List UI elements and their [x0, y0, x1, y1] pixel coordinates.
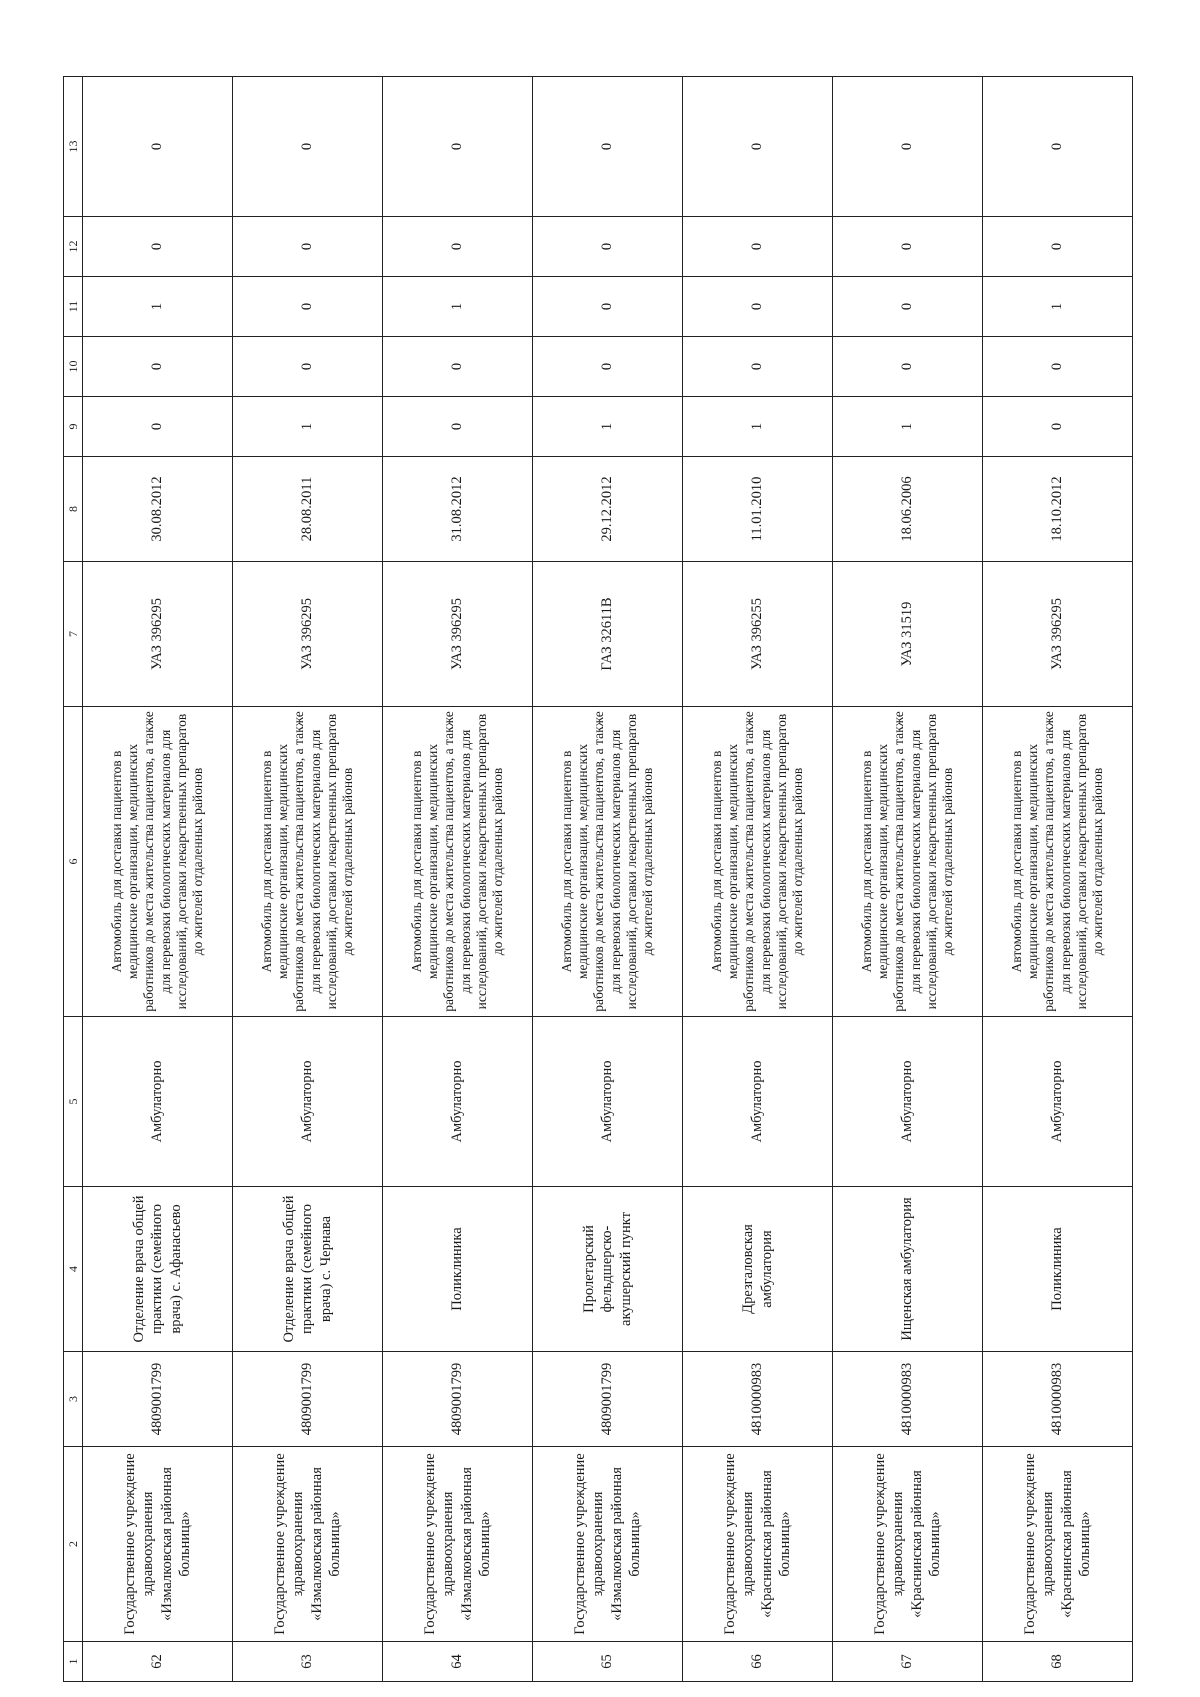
col-11-value: 1: [383, 277, 533, 337]
table-row: [833, 77, 983, 1682]
col-12-value: 0: [983, 217, 1133, 277]
subdivision: Поликлиника: [983, 1187, 1133, 1352]
row-number: 64: [383, 1642, 533, 1682]
column-number: 7: [64, 562, 83, 707]
column-number: 2: [64, 1447, 83, 1642]
col-10-value: 0: [533, 337, 683, 397]
inn: 4810000983: [983, 1352, 1133, 1447]
column-number: 6: [64, 707, 83, 1017]
inn: 4809001799: [233, 1352, 383, 1447]
table-row: [983, 77, 1133, 1682]
column-number: 12: [64, 217, 83, 277]
col-12-value: 0: [833, 217, 983, 277]
col-12-value: 0: [683, 217, 833, 277]
row-number: 65: [533, 1642, 683, 1682]
column-number-row: [64, 77, 83, 1682]
column-number: 5: [64, 1017, 83, 1187]
institution-name: Государственное учреждение здравоохранения «Измалковская районная больница»: [233, 1447, 383, 1642]
vehicle-purpose: Автомобиль для доставки пациентов в медицинские организации, медицинских работников до места жительства пациентов, а также для перевозки биологических материалов для исследований, доставки лекарственных препаратов до жителей отдаленных районов: [383, 707, 533, 1017]
col-11-value: 0: [533, 277, 683, 337]
vehicle-purpose: Автомобиль для доставки пациентов в медицинские организации, медицинских работников до места жительства пациентов, а также для перевозки биологических материалов для исследований, доставки лекарственных препаратов до жителей отдаленных районов: [683, 707, 833, 1017]
column-number: 13: [64, 77, 83, 217]
inn: 4810000983: [833, 1352, 983, 1447]
col-12-value: 0: [383, 217, 533, 277]
institution-name: Государственное учреждение здравоохранения «Измалковская районная больница»: [83, 1447, 233, 1642]
institution-name: Государственное учреждение здравоохранения «Измалковская районная больница»: [533, 1447, 683, 1642]
vehicle-purpose: Автомобиль для доставки пациентов в медицинские организации, медицинских работников до места жительства пациентов, а также для перевозки биологических материалов для исследований, доставки лекарственных препаратов до жителей отдаленных районов: [533, 707, 683, 1017]
row-number: 67: [833, 1642, 983, 1682]
care-type: Амбулаторно: [83, 1017, 233, 1187]
column-number: 1: [64, 1642, 83, 1682]
col-10-value: 0: [233, 337, 383, 397]
care-type: Амбулаторно: [383, 1017, 533, 1187]
subdivision: Отделение врача общей практики (семейного врача) с. Чернава: [233, 1187, 383, 1352]
col-9-value: 0: [983, 397, 1133, 457]
subdivision: Пролетарский фельдшерско-акушерский пункт: [533, 1187, 683, 1352]
registration-date: 30.08.2012: [83, 457, 233, 562]
col-9-value: 1: [833, 397, 983, 457]
table-row: [683, 77, 833, 1682]
care-type: Амбулаторно: [983, 1017, 1133, 1187]
vehicle-purpose: Автомобиль для доставки пациентов в медицинские организации, медицинских работников до места жительства пациентов, а также для перевозки биологических материалов для исследований, доставки лекарственных препаратов до жителей отдаленных районов: [233, 707, 383, 1017]
column-number: 8: [64, 457, 83, 562]
inn: 4809001799: [83, 1352, 233, 1447]
col-9-value: 0: [383, 397, 533, 457]
care-type: Амбулаторно: [533, 1017, 683, 1187]
vehicle-model: УАЗ 396295: [983, 562, 1133, 707]
col-10-value: 0: [983, 337, 1133, 397]
table-row: [383, 77, 533, 1682]
vehicle-model: УАЗ 396295: [383, 562, 533, 707]
registration-date: 11.01.2010: [683, 457, 833, 562]
col-10-value: 0: [683, 337, 833, 397]
institution-name: Государственное учреждение здравоохранения «Краснинская районная больница»: [683, 1447, 833, 1642]
care-type: Амбулаторно: [683, 1017, 833, 1187]
institution-name: Государственное учреждение здравоохранения «Краснинская районная больница»: [983, 1447, 1133, 1642]
col-10-value: 0: [83, 337, 233, 397]
subdivision: Дрезгаловская амбулатория: [683, 1187, 833, 1352]
care-type: Амбулаторно: [833, 1017, 983, 1187]
col-13-value: 0: [833, 77, 983, 217]
col-9-value: 1: [683, 397, 833, 457]
table-row: [533, 77, 683, 1682]
registration-date: 18.06.2006: [833, 457, 983, 562]
col-13-value: 0: [233, 77, 383, 217]
subdivision: Поликлиника: [383, 1187, 533, 1352]
col-11-value: 1: [983, 277, 1133, 337]
care-type: Амбулаторно: [233, 1017, 383, 1187]
registration-date: 18.10.2012: [983, 457, 1133, 562]
registration-date: 28.08.2011: [233, 457, 383, 562]
col-13-value: 0: [83, 77, 233, 217]
col-12-value: 0: [533, 217, 683, 277]
col-13-value: 0: [383, 77, 533, 217]
column-number: 9: [64, 397, 83, 457]
vehicle-purpose: Автомобиль для доставки пациентов в медицинские организации, медицинских работников до места жительства пациентов, а также для перевозки биологических материалов для исследований, доставки лекарственных препаратов до жителей отдаленных районов: [83, 707, 233, 1017]
inn: 4809001799: [533, 1352, 683, 1447]
row-number: 66: [683, 1642, 833, 1682]
subdivision: Ищенская амбулатория: [833, 1187, 983, 1352]
col-11-value: 0: [683, 277, 833, 337]
row-number: 63: [233, 1642, 383, 1682]
col-10-value: 0: [833, 337, 983, 397]
subdivision: Отделение врача общей практики (семейного врача) с. Афанасьево: [83, 1187, 233, 1352]
column-number: 4: [64, 1187, 83, 1352]
col-12-value: 0: [233, 217, 383, 277]
vehicle-model: УАЗ 396295: [83, 562, 233, 707]
vehicle-model: УАЗ 396295: [233, 562, 383, 707]
column-number: 10: [64, 337, 83, 397]
column-number: 3: [64, 1352, 83, 1447]
col-10-value: 0: [383, 337, 533, 397]
col-13-value: 0: [683, 77, 833, 217]
table-row: [233, 77, 383, 1682]
inn: 4810000983: [683, 1352, 833, 1447]
col-12-value: 0: [83, 217, 233, 277]
rotated-page: [63, 77, 1133, 1682]
vehicle-model: ГАЗ 32611В: [533, 562, 683, 707]
vehicle-model: УАЗ 31519: [833, 562, 983, 707]
col-9-value: 1: [233, 397, 383, 457]
col-11-value: 0: [833, 277, 983, 337]
inn: 4809001799: [383, 1352, 533, 1447]
row-number: 62: [83, 1642, 233, 1682]
col-13-value: 0: [533, 77, 683, 217]
column-number: 11: [64, 277, 83, 337]
vehicle-purpose: Автомобиль для доставки пациентов в медицинские организации, медицинских работников до места жительства пациентов, а также для перевозки биологических материалов для исследований, доставки лекарственных препаратов до жителей отдаленных районов: [983, 707, 1133, 1017]
col-9-value: 1: [533, 397, 683, 457]
col-11-value: 1: [83, 277, 233, 337]
col-11-value: 0: [233, 277, 383, 337]
registration-date: 29.12.2012: [533, 457, 683, 562]
col-9-value: 0: [83, 397, 233, 457]
vehicle-purpose: Автомобиль для доставки пациентов в медицинские организации, медицинских работников до места жительства пациентов, а также для перевозки биологических материалов для исследований, доставки лекарственных препаратов до жителей отдаленных районов: [833, 707, 983, 1017]
vehicle-model: УАЗ 396255: [683, 562, 833, 707]
row-number: 68: [983, 1642, 1133, 1682]
table-row: [83, 77, 233, 1682]
institution-name: Государственное учреждение здравоохранения «Измалковская районная больница»: [383, 1447, 533, 1642]
col-13-value: 0: [983, 77, 1133, 217]
registration-date: 31.08.2012: [383, 457, 533, 562]
institution-name: Государственное учреждение здравоохранения «Краснинская районная больница»: [833, 1447, 983, 1642]
vehicle-register-table: [63, 76, 1133, 1682]
